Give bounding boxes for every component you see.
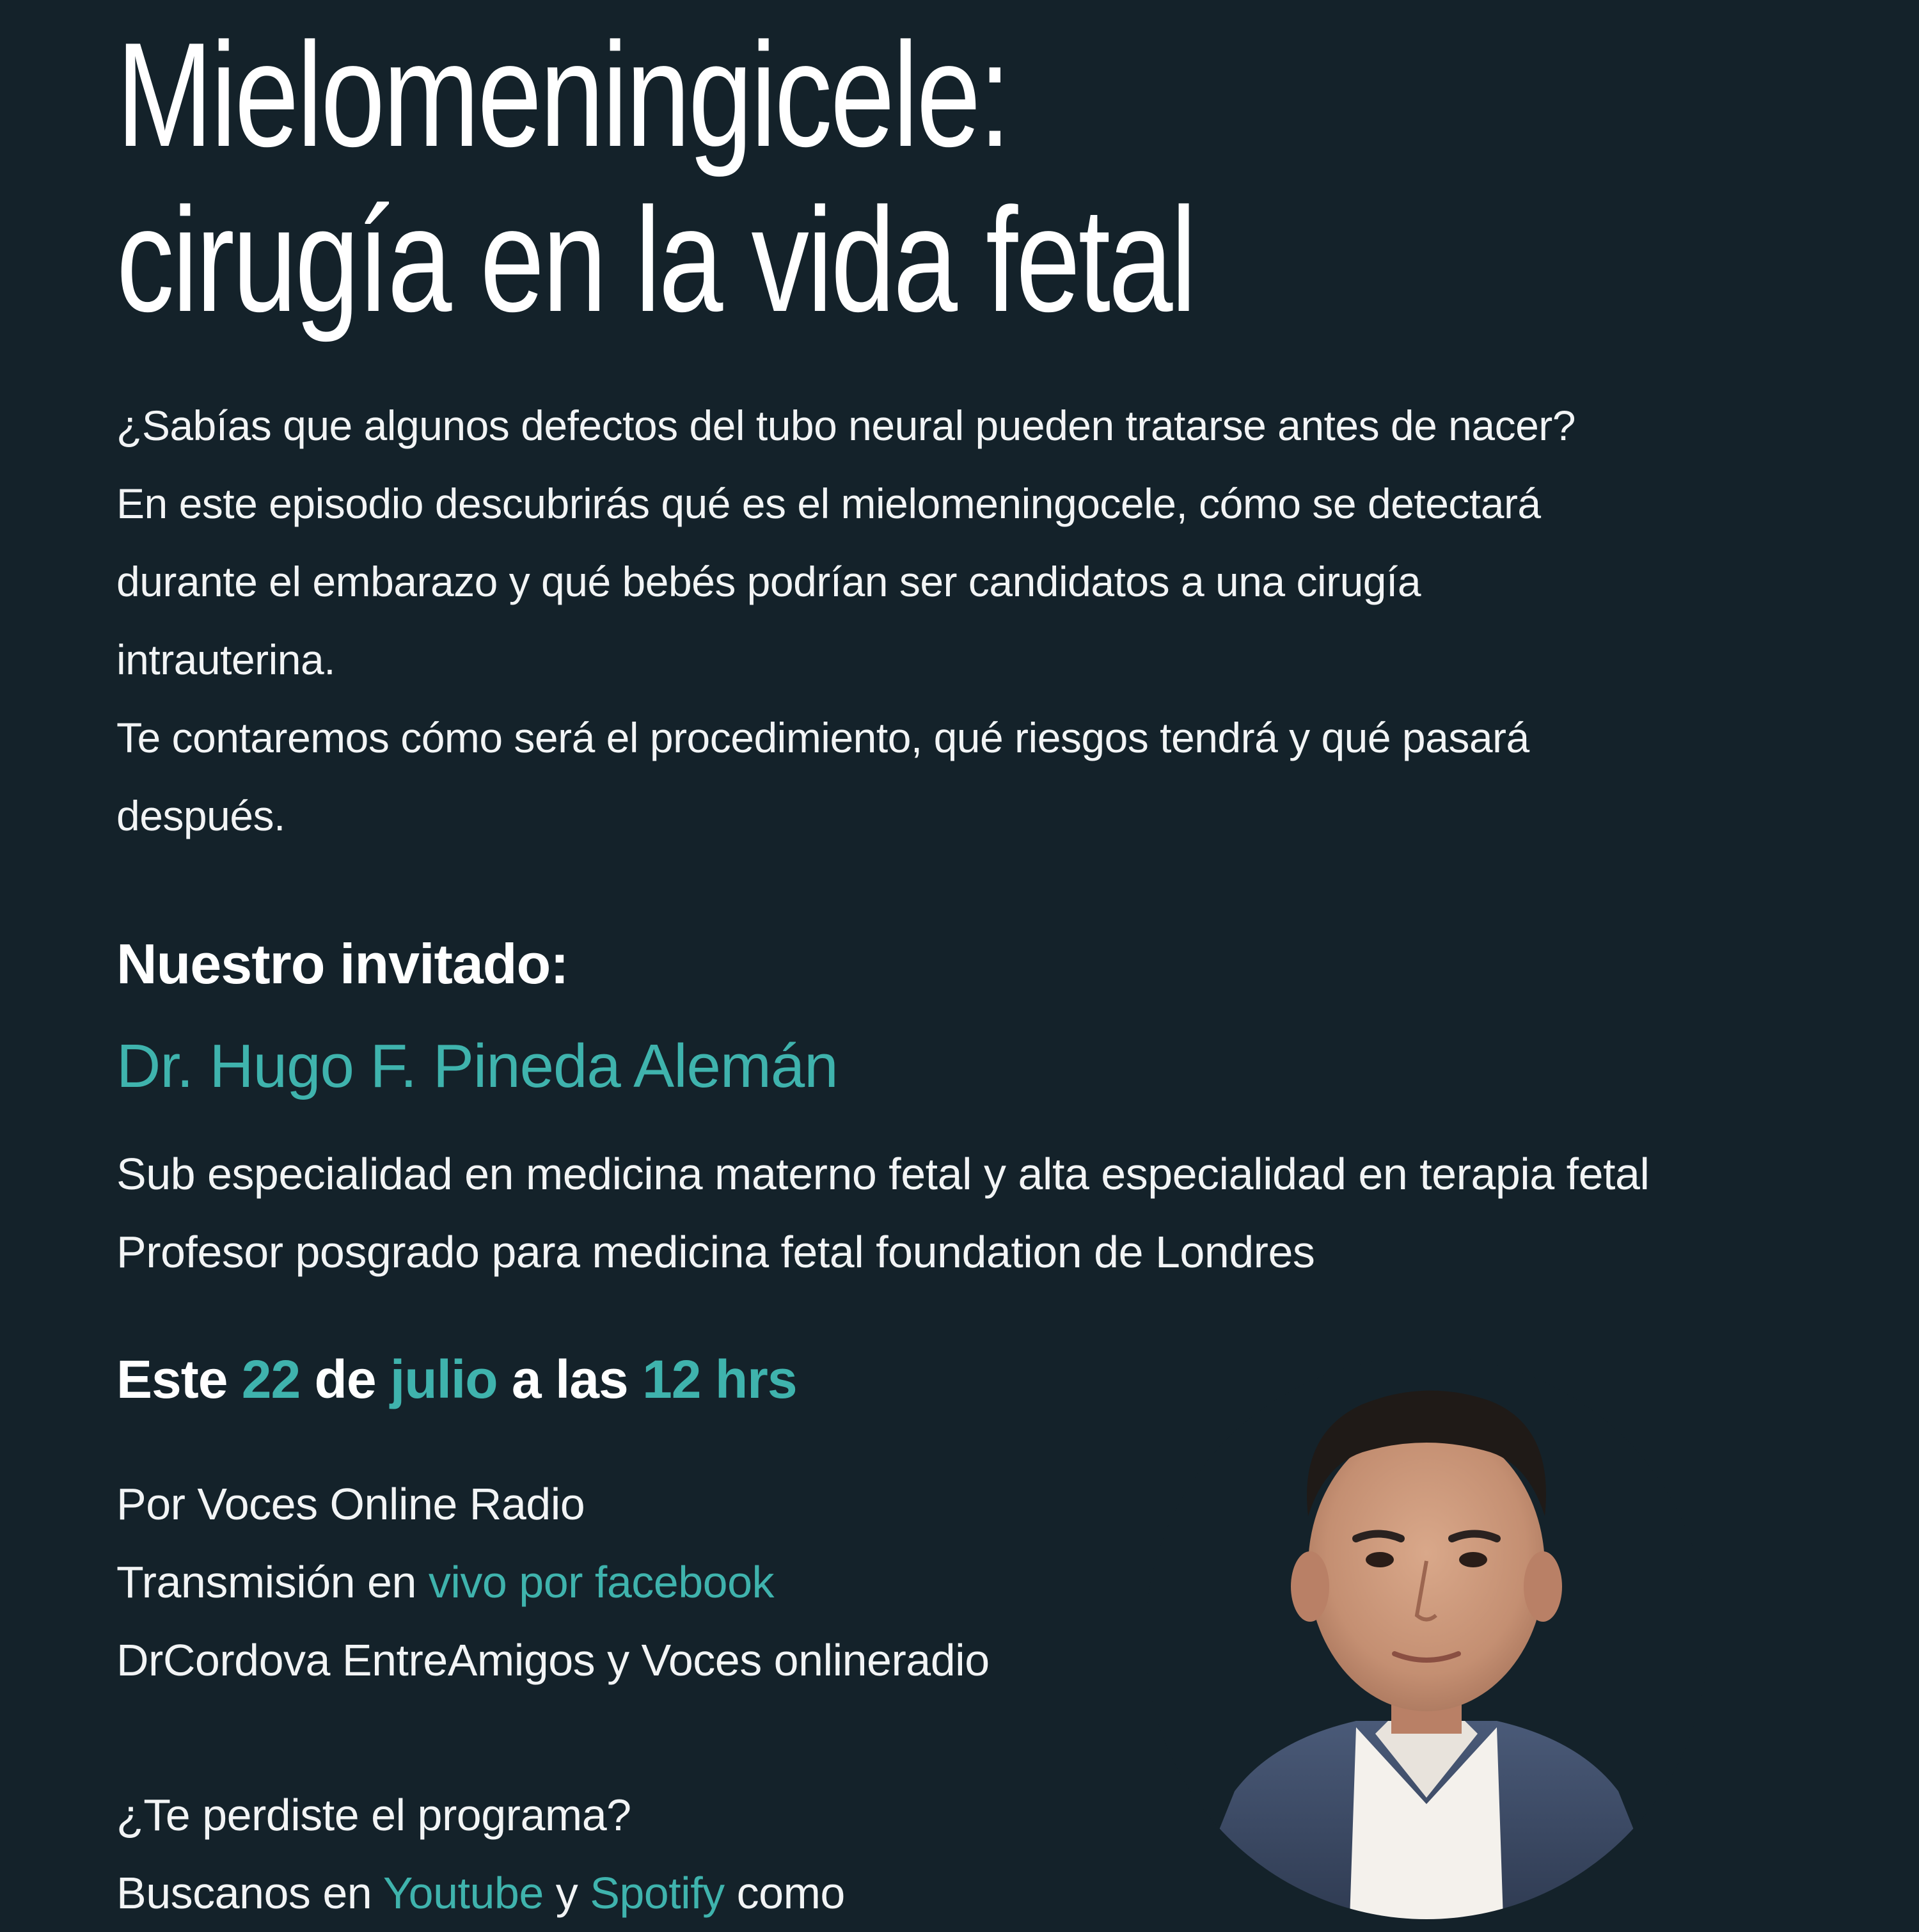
date-month: julio	[390, 1349, 498, 1409]
description-line-5: Te contaremos cómo será el procedimiento, qué riesgos tendrá y qué pasará	[116, 714, 1529, 761]
description-line-2: En este episodio descubrirás qué es el mielomeningocele, cómo se detectará	[116, 480, 1541, 527]
broadcast-line-3: DrCordova EntreAmigos y Voces onlineradio	[116, 1635, 990, 1685]
page-title	[116, 13, 1414, 343]
guest-heading: Nuestro invitado:	[116, 932, 569, 995]
missed-line-2	[116, 1854, 845, 1932]
date-word-de: de	[300, 1349, 390, 1409]
title-line-2: cirugía en la vida fetal	[116, 177, 1195, 343]
spotify-link[interactable]: Spotify	[590, 1868, 725, 1918]
guest-credentials	[116, 1135, 1895, 1291]
description-line-1: ¿Sabías que algunos defectos del tubo neural pueden tratarse antes de nacer?	[116, 402, 1575, 449]
credential-line-2: Profesor posgrado para medicina fetal foundation de Londres	[116, 1227, 1315, 1277]
broadcast-line-2	[116, 1543, 990, 1621]
date-day: 22	[241, 1349, 301, 1409]
missed-prefix: Buscanos en	[116, 1868, 383, 1918]
broadcast-prefix: Transmisión en	[116, 1557, 429, 1607]
description-line-3: durante el embarazo y qué bebés podrían ser candidatos a una cirugía	[116, 558, 1421, 605]
broadcast-line-1: Por Voces Online Radio	[116, 1479, 585, 1529]
missed-line-1: ¿Te perdiste el programa?	[116, 1790, 631, 1840]
title-line-1: Mielomeningicele:	[116, 12, 1009, 178]
episode-description	[116, 386, 1856, 855]
guest-portrait	[1145, 1356, 1708, 1919]
missed-conjunction: y	[543, 1868, 590, 1918]
event-date	[116, 1349, 797, 1411]
missed-program-info	[116, 1776, 845, 1932]
portrait-figure	[1145, 1356, 1708, 1919]
description-line-6: después.	[116, 792, 285, 839]
youtube-link[interactable]: Youtube	[383, 1868, 544, 1918]
guest-name: Dr. Hugo F. Pineda Alemán	[116, 1032, 838, 1100]
date-word-a-las: a las	[497, 1349, 643, 1409]
broadcast-info	[116, 1465, 990, 1699]
date-word-este: Este	[116, 1349, 242, 1409]
facebook-live-link[interactable]: vivo por facebook	[428, 1557, 775, 1607]
credential-line-1: Sub especialidad en medicina materno fetal y alta especialidad en terapia fetal	[116, 1149, 1650, 1199]
missed-suffix: como	[724, 1868, 845, 1918]
description-line-4: intrauterina.	[116, 636, 336, 683]
date-time: 12 hrs	[642, 1349, 797, 1409]
